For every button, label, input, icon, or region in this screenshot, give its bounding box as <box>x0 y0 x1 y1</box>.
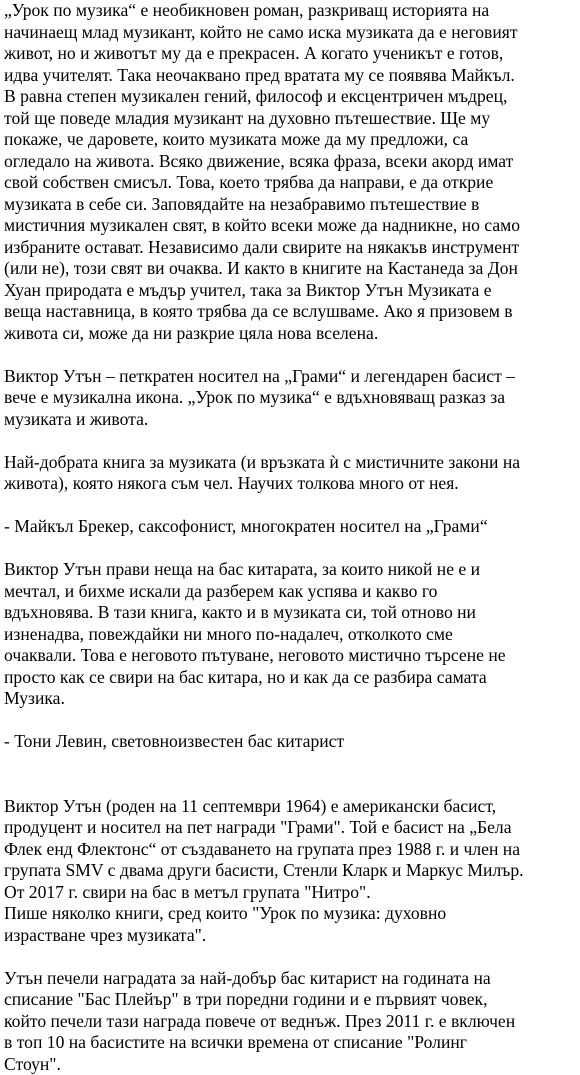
text-line: В равна степен музикален гений, философ и ексцентричен мъдрец, <box>4 86 508 106</box>
paragraph-spacer <box>4 344 580 366</box>
text-line: начинаещ млад музикант, който не само иска музиката да е неговият <box>4 21 518 42</box>
paragraph-spacer <box>4 710 580 732</box>
paragraph-awards <box>4 968 580 1075</box>
paragraph-attribution-levin <box>4 731 580 753</box>
text-line: музиката в себе си. Заповядайте на незабравимо пътешествие в <box>4 193 480 214</box>
text-line: списание "Бас Плейър" в три поредни години и е първият човек, <box>4 989 488 1009</box>
text-line: Най-добрата книга за музиката (и връзката ѝ с мистичните закони на <box>4 451 521 472</box>
text-line: - Тони Левин, световноизвестен бас китарист <box>4 731 345 751</box>
text-line: свой собствен смисъл. Това, което трябва да направи, е да открие <box>4 172 494 192</box>
text-line: избраните остават. Независимо дали свирите на някакъв инструмент <box>4 236 520 257</box>
text-line: веща наставница, в която трябва да се вслушваме. Ако я призовем в <box>4 301 513 321</box>
text-line: вдъхновява. В тази книга, както и в музиката си, той отново ни <box>4 602 476 622</box>
text-line: живот, но и животът му да е прекрасен. А когато ученикът е готов, <box>4 43 504 63</box>
text-line: продуцент и носител на пет награди "Грами". Той е басист на „Бела <box>4 817 512 837</box>
paragraph-spacer <box>4 946 580 968</box>
text-line: „Урок по музика“ е необикновен роман, разкриващ историята на <box>4 0 490 20</box>
paragraph-spacer <box>4 538 580 560</box>
text-line: просто как се свири на бас китара, но и как да се разбира самата <box>4 666 487 687</box>
text-line: музиката и живота. <box>4 408 149 429</box>
text-line: Флек енд Флектонс“ от създаването на групата през 1988 г. и член на <box>4 838 521 859</box>
text-line: покаже, че даровете, които музиката може да му предложи, са <box>4 129 469 149</box>
paragraph-spacer <box>4 495 580 517</box>
paragraph-biography <box>4 796 580 947</box>
paragraph-spacer <box>4 753 580 796</box>
text-line: вече е музикална икона. „Урок по музика“ е вдъхновяващ разказ за <box>4 387 506 407</box>
document-body <box>4 0 580 1075</box>
text-line: Музика. <box>4 688 65 708</box>
text-line: огледало на живота. Всяко движение, всяка фраза, всеки акорд имат <box>4 150 514 171</box>
paragraph-quote-levin <box>4 559 580 710</box>
text-line: в топ 10 на басистите на всички времена от списание "Ролинг <box>4 1032 468 1052</box>
text-line: живота си, може да ни разкрие цяла нова вселена. <box>4 322 379 343</box>
text-line: Утън печели наградата за най-добър бас китарист на годината на <box>4 967 491 988</box>
text-line: Пише няколко книги, сред които "Урок по музика: духовно <box>4 903 447 923</box>
text-line: израстване чрез музиката". <box>4 924 207 945</box>
text-line: Виктор Утън – петкратен носител на „Грами“ и легендарен басист – <box>4 365 515 386</box>
text-line: идва учителят. Така неочаквано пред вратата му се появява Майкъл. <box>4 64 515 85</box>
paragraph-spacer <box>4 430 580 452</box>
text-line: мечтал, и бихме искали да разберем как успява и какво го <box>4 580 438 601</box>
text-line: (или не), този свят ви очаква. И както в книгите на Кастанеда за Дон <box>4 258 518 278</box>
text-line: - Майкъл Брекер, саксофонист, многократен носител на „Грами“ <box>4 516 488 536</box>
paragraph-quote-brecker <box>4 452 580 495</box>
text-line: Хуан природата е мъдър учител, така за Виктор Утън Музиката е <box>4 279 492 300</box>
text-line: групата SMV с двама други басисти, Стенли Кларк и Маркус Милър. <box>4 860 524 880</box>
text-line: Виктор Утън прави неща на бас китарата, за които никой не е и <box>4 559 481 579</box>
text-line: който печели тази награда повече от веднъж. През 2011 г. е включен <box>4 1010 516 1031</box>
text-line: той ще поведе младия музикант на духовно пътешествие. Ще му <box>4 107 491 128</box>
text-line: Виктор Утън (роден на 11 септември 1964) е американски басист, <box>4 795 497 816</box>
text-line: очаквали. Това е неговото пътуване, неговото мистично търсене не <box>4 645 506 665</box>
text-line: изненадва, повеждайки ни много по-надалеч, отколкото сме <box>4 623 453 644</box>
text-line: мистичния музикален свят, в който всеки може да надникне, но само <box>4 215 521 235</box>
text-line: От 2017 г. свири на бас в метъл групата "Нитро". <box>4 881 371 902</box>
paragraph-book-description <box>4 0 580 344</box>
paragraph-author-intro <box>4 366 580 431</box>
paragraph-attribution-brecker <box>4 516 580 538</box>
text-line: Стоун". <box>4 1053 61 1074</box>
text-line: живота), която някога съм чел. Научих толкова много от нея. <box>4 473 459 493</box>
